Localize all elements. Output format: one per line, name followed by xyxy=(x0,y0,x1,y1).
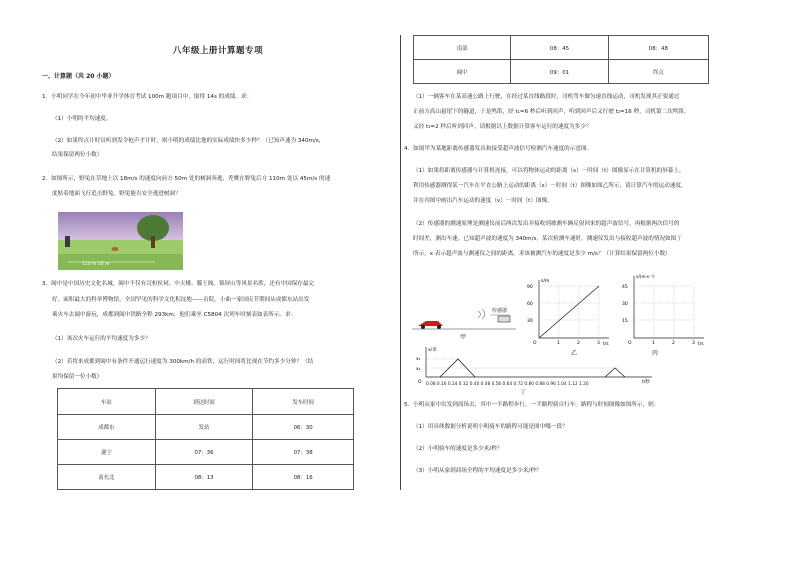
tick-label: 1 xyxy=(652,341,655,346)
rabbit-shape xyxy=(112,247,119,251)
axis-label: t/秒 xyxy=(642,380,650,385)
q4-part1-line3: 并在丙图中画出汽车运动的速度（v）－时间（t）图像。 xyxy=(413,198,553,204)
table-row xyxy=(58,415,354,440)
axis-label: t/s xyxy=(603,342,609,347)
table-cell: 08：45 xyxy=(511,36,608,60)
table-cell: 南部 xyxy=(414,36,511,60)
q4-part1-line1: （1）如果将距离传感器与计算机连接，可以将物体运动的距离（s）－时间（t）图像显示在计算机的屏幕上。 xyxy=(413,168,685,174)
table-cell: 07：38 xyxy=(253,440,354,465)
table-cell: 08：13 xyxy=(155,465,253,490)
table-row xyxy=(58,465,354,490)
q3c-line1: （1）一辆客车在某高速公路上行驶，在经过某直线路段时，司机驾车做匀速直线运动，司机发现其正要通过 xyxy=(413,94,680,100)
page-title: 八年级上册计算题专项 xyxy=(173,46,264,56)
q2-line2: 度贴着地面飞行追击野兔。野兔能否安全逃进树洞？ xyxy=(52,191,181,197)
q2-line1: 2．如图所示，野兔在草地上以 18m/s 的速度向前方 50m 处的树洞奔逃，秃鹰在野兔后方 110m 处以 45m/s 的速 xyxy=(42,176,331,182)
q5-stem: 5．小明从家中出发到商场去，其中一半路程步行，一半路程骑自行车。路程与时间图像如图所示，则： xyxy=(404,402,660,408)
table-cell: 阆中 xyxy=(414,60,511,84)
q5-part2: （2）小明骑车的速度是多少米/秒？ xyxy=(413,446,503,452)
origin-label: O xyxy=(533,341,537,346)
table-header: 到达时间 xyxy=(155,389,253,415)
axis-label: x/米 xyxy=(428,348,437,353)
figure-jia-car-sensor xyxy=(412,303,522,343)
tick-label: 2 xyxy=(672,341,675,346)
x2-label: x₂ xyxy=(416,367,421,372)
figure-jia-label: 甲 xyxy=(460,334,467,341)
table-cell: 08：48 xyxy=(608,36,708,60)
axis-label: t/s xyxy=(698,342,704,347)
tick-label: 30 xyxy=(527,319,533,324)
q5-part1: （1）用具体数据分析说明小明骑车的路程可能是图中哪一段？ xyxy=(413,424,568,430)
axis-label: s/m xyxy=(541,279,550,284)
table-cell: 06：30 xyxy=(253,415,354,440)
q3-part1: （1）该次火车运行的平均速度为多少？ xyxy=(52,336,151,342)
tick-label: 15 xyxy=(622,319,628,324)
table-cell: 南充北 xyxy=(58,465,156,490)
q2-rabbit-eagle-figure xyxy=(58,212,183,270)
distance-label: 110 m 50 m xyxy=(82,262,110,267)
train-timetable-part2 xyxy=(413,35,709,84)
tick-label: 3 xyxy=(597,341,600,346)
table-cell: 遂宁 xyxy=(58,440,156,465)
first-signal-path xyxy=(440,359,475,377)
sensor-label: 传感器 xyxy=(492,308,508,314)
distance-line xyxy=(539,286,599,338)
q4-part2-line1: （2）传感器的测速原理是测速仪前后两次发出并接收到被测车辆反射回来的超声波信号，再根据两次信号的 xyxy=(413,221,680,227)
section-heading: 一、计算题（共 20 小题） xyxy=(42,73,115,80)
table-row xyxy=(414,60,709,84)
table-cell: 07：36 xyxy=(155,440,253,465)
table-row xyxy=(414,36,709,60)
origin-label: O xyxy=(628,341,632,346)
axis-label: v/(m·s⁻¹) xyxy=(636,274,655,279)
tick-label: 3 xyxy=(692,341,695,346)
tick-label: 2 xyxy=(577,341,580,346)
q3c-line3: 又经 t₃=2 秒后听到回声，请根据以上数据计算客车运行的速度为多少？ xyxy=(413,124,592,130)
table-cell: 终点 xyxy=(608,60,708,84)
q3c-line2: 正前方高山悬崖下的隧道，于是鸣笛，经 t₁=6 秒后听到回声，听到回声后又行驶 t₂=16 秒，司机第二次鸣笛， xyxy=(413,109,690,115)
tick-label: 45 xyxy=(622,285,628,290)
origin-label: O xyxy=(418,380,422,385)
q3-part2-line2: 果均保留一位小数） xyxy=(52,374,103,380)
q1-stem: 1．小明同学在今年初中毕业升学体育考试 100m 跑项目中，取得 14s 的成绩。求： xyxy=(42,94,253,100)
figure-bing-label: 丙 xyxy=(652,350,659,357)
table-header: 发车时间 xyxy=(253,389,354,415)
table-row xyxy=(58,440,354,465)
q1-part2-line2: 结果保留两位小数） xyxy=(52,152,103,158)
tick-label: 1 xyxy=(557,341,560,346)
figure-yi-distance-time xyxy=(523,276,613,350)
q5-part3: （3）小明从家到商场全程的平均速度是多少米/秒？ xyxy=(413,468,542,474)
table-header: 车站 xyxy=(58,389,156,415)
second-signal-path xyxy=(605,368,625,377)
q3-line2: 好、面积最大的科举博物馆，全国罕见的科学文化积淀地——贡院。小曲一家国庆节期间从成都东站出发 xyxy=(52,297,310,303)
figure-yi-label: 乙 xyxy=(571,350,578,357)
table-cell: 08：16 xyxy=(253,465,354,490)
eagle-shape xyxy=(65,236,70,247)
tick-label: 90 xyxy=(527,285,533,290)
column-divider xyxy=(400,35,401,490)
q4-part2-line2: 时间差，测出车速。已知超声波的速度为 340m/s，某次检测车速时，测速仪发出与接收超声波的情况如图丁 xyxy=(413,236,682,242)
q4-part2-line3: 所示，x 表示超声波与测速仪之间的距离，求该被测汽车的速度是多少 m/s？（计算结果保留两位小数） xyxy=(413,251,671,257)
q1-part2-line1: （2）如果终点计时员听到发令枪声才计时，则小明的成绩比他的实际成绩快多少秒？（已知声速为 340m/s， xyxy=(52,138,325,144)
tree-trunk xyxy=(151,236,155,248)
q1-part1: （1）小明的平均速度。 xyxy=(52,116,112,122)
sound-wave-icon xyxy=(478,309,485,319)
figure-bing-velocity-time xyxy=(618,270,708,350)
sensor-box xyxy=(498,316,510,322)
q3-line3: 乘火车去阆中游玩，成都到阆中铁路全程 293km，他们乘坐 C5804 次列车时刻表如表所示。求： xyxy=(52,312,297,318)
tick-label: 60 xyxy=(527,302,533,307)
table-header-row xyxy=(58,389,354,415)
q3-part2-line1: （2）若将来成都到阆中有条件开通运行速度为 300km/h 的高铁，运行时间将比现在节约多少分钟？（结 xyxy=(52,359,314,365)
q4-part1-line2: 利用传感器测得某一汽车在平直公路上运动的距离（s）－时间（t）图像如图乙所示，请计算汽车的运动速度， xyxy=(413,183,687,189)
figure-ding-label: 丁 xyxy=(520,389,527,396)
table-cell: 发站 xyxy=(155,415,253,440)
train-timetable-part1 xyxy=(57,388,354,490)
x1-label: x₁ xyxy=(416,357,421,362)
q3-line1: 3．阆中是中国历史文化名城，阆中不仅有汉桓侯祠、中天楼、滕王阁、锦屏山等风景名胜，还有中国保存最完 xyxy=(42,281,315,287)
ding-tick-labels: 0.08 0.16 0.24 0.32 0.40 0.48 0.56 0.64 0.72 0.80 0.88 0.96 1.04 1.12 1.20 xyxy=(426,382,589,387)
q4-stem: 4．如图甲为某地距离传感器发出和接受超声波信号检测汽车速度的示意图。 xyxy=(404,146,593,152)
table-cell: 09：01 xyxy=(511,60,608,84)
table-cell: 成都东 xyxy=(58,415,156,440)
tick-label: 30 xyxy=(622,302,628,307)
